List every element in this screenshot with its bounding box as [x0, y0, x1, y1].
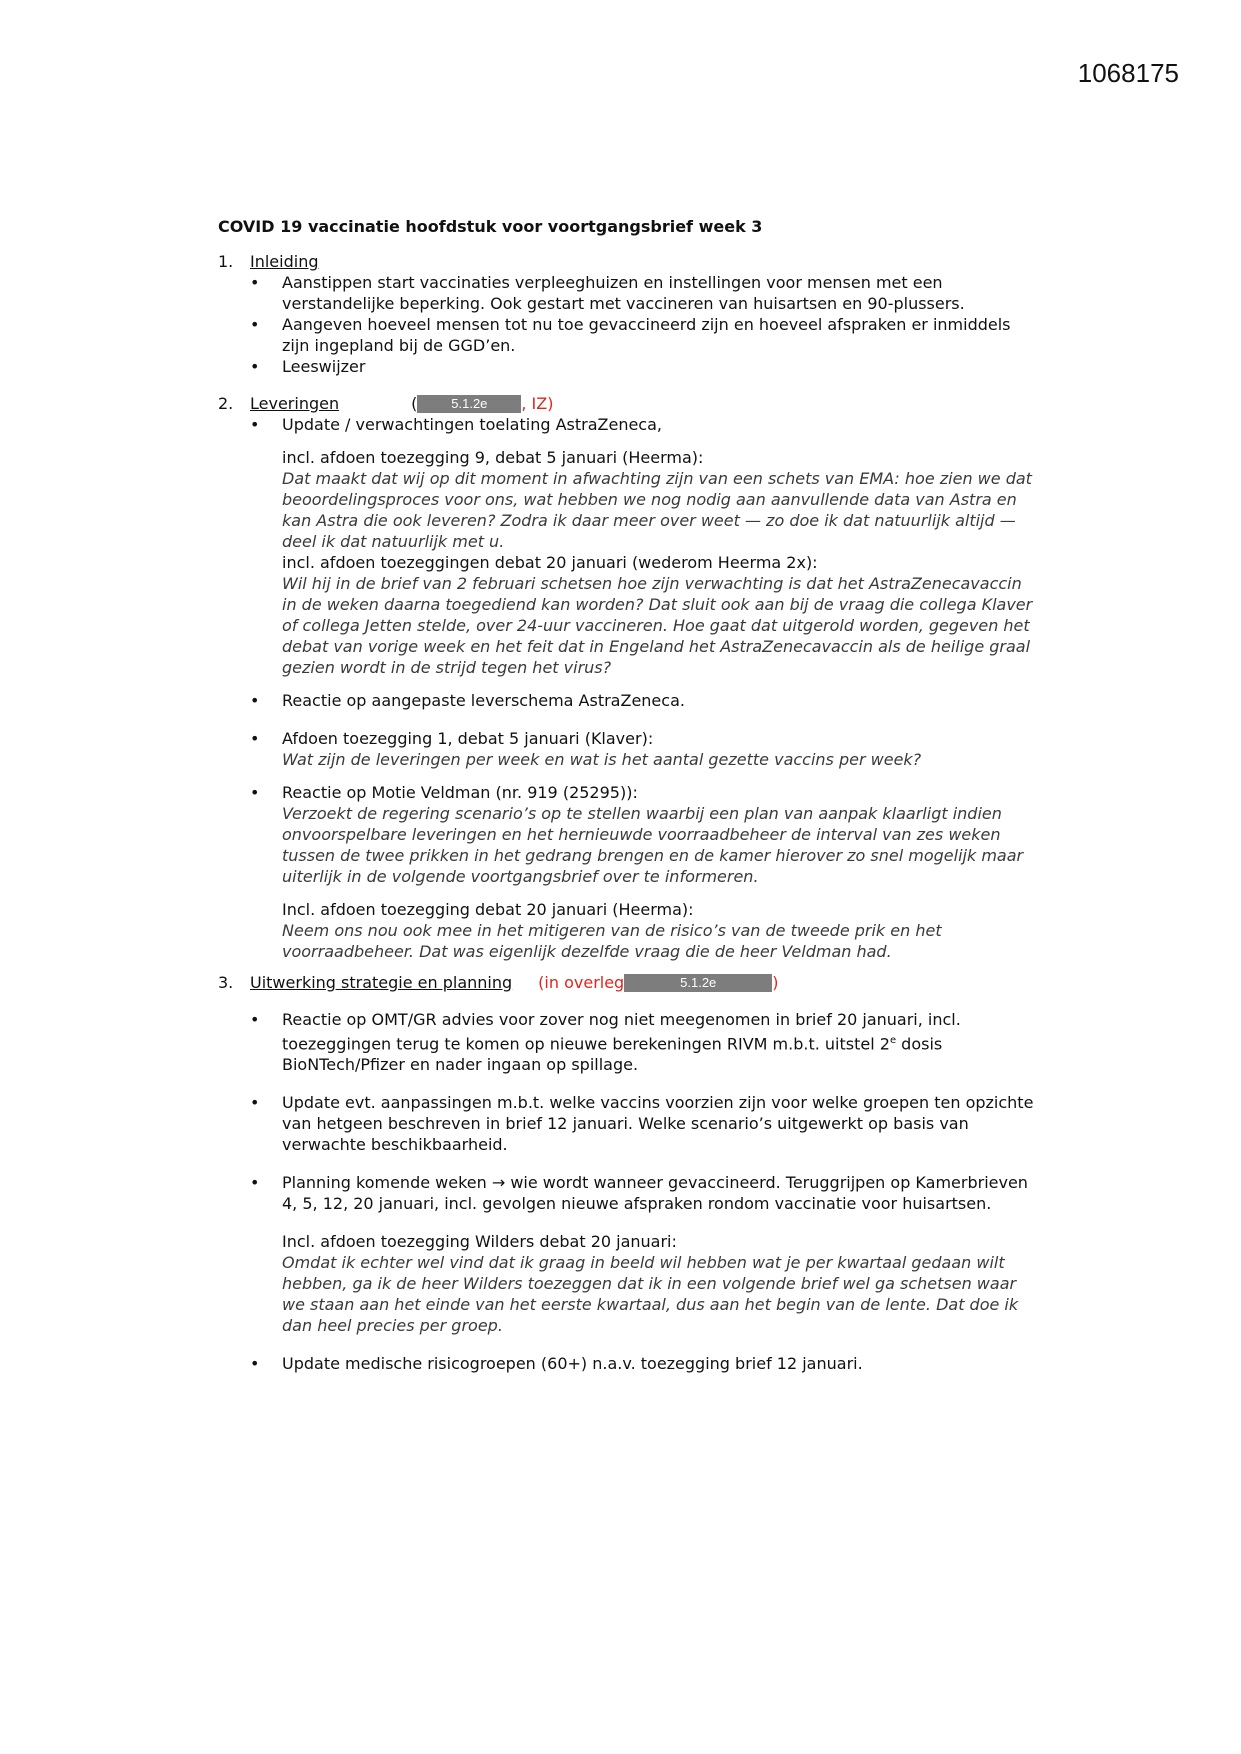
list-item	[250, 356, 1038, 377]
section-title: Leveringen	[250, 394, 340, 413]
open-paren: (	[411, 394, 418, 413]
list-item-text: Reactie op aangepaste leverschema AstraZeneca.	[282, 691, 685, 710]
bullet-icon: •	[250, 1354, 260, 1374]
section-owner-note: , IZ)	[521, 394, 554, 413]
bullet-icon: •	[250, 1093, 260, 1113]
section-inleiding	[218, 251, 1038, 377]
commitment-heading: Incl. afdoen toezegging Wilders debat 20 januari:	[282, 1232, 677, 1252]
list-item-text: Afdoen toezegging 1, debat 5 januari (Klaver):	[282, 729, 654, 748]
redaction-box: 5.1.2e	[624, 974, 772, 992]
commitment-block	[282, 1231, 1038, 1336]
bullet-icon: •	[250, 783, 260, 802]
section-number: 2.	[218, 394, 234, 413]
bullet-icon: •	[250, 415, 260, 434]
list-item	[250, 728, 1038, 770]
commitment-quote: Dat maakt dat wij op dit moment in afwachting zijn van een schets van EMA: hoe zien we dat beoordelingsproces voor ons, wat hebben we nog nodig aan aanvullende data van Astra en kan Astra die ook leveren? Zodra ik daar meer over weet — zo doe ik dat natuurlijk altijd — deel ik dat natuurlijk met u.	[282, 469, 1032, 551]
list-item	[250, 782, 1038, 962]
superscript: e	[889, 1035, 897, 1046]
commitment-heading: incl. afdoen toezegging 9, debat 5 januari (Heerma):	[282, 448, 704, 467]
list-item-text: Aanstippen start vaccinaties verpleeghuizen en instellingen voor mensen met een verstandelijke beperking. Ook gestart met vaccineren van huisartsen en 90-plussers.	[282, 273, 965, 313]
close-paren: )	[772, 973, 779, 992]
list-item-text: Update evt. aanpassingen m.b.t. welke vaccins voorzien zijn voor welke groepen ten opzichte van hetgeen beschreven in brief 12 januari. Welke scenario’s uitgewerkt op basis van verwachte beschikbaarheid.	[282, 1093, 1034, 1155]
section-number: 1.	[218, 252, 234, 271]
document-title: COVID 19 vaccinatie hoofdstuk voor voortgangsbrief week 3	[218, 217, 763, 236]
bullet-icon: •	[250, 1010, 260, 1029]
commitment-block	[282, 899, 1038, 962]
list-item-text: Leeswijzer	[282, 357, 366, 376]
bullet-icon: •	[250, 691, 260, 710]
commitment-quote: Omdat ik echter wel vind dat ik graag in beeld wil hebben wat je per kwartaal gedaan wilt hebben, ga ik de heer Wilders toezeggen dat ik in een volgende brief wel ga schetsen waar we staan aan het einde van het eerste kwartaal, dus aan het begin van de lente. Dat doe ik dan heel precies per groep.	[282, 1253, 1019, 1336]
section-title: Uitwerking strategie en planning	[250, 973, 513, 992]
redaction-box: 5.1.2e	[417, 395, 521, 413]
commitment-quote: Wat zijn de leveringen per week en wat is het aantal gezette vaccins per week?	[282, 750, 922, 769]
bullet-icon: •	[250, 729, 260, 748]
list-item-text: Update medische risicogroepen (60+) n.a.v. toezegging brief 12 januari.	[282, 1354, 863, 1374]
bullet-icon: •	[250, 315, 260, 334]
commitment-heading: incl. afdoen toezeggingen debat 20 januari (wederom Heerma 2x):	[282, 553, 818, 572]
list-item	[250, 1092, 1038, 1155]
list-item	[250, 690, 1038, 711]
list-item	[250, 1009, 1038, 1075]
list-item-text: Reactie op Motie Veldman (nr. 919 (25295)):	[282, 783, 638, 802]
list-item-text: Reactie op OMT/GR advies voor zover nog niet meegenomen in brief 20 januari, incl. toezeggingen terug te komen op nieuwe berekeningen RIVM m.b.t. uitstel 2	[282, 1010, 961, 1054]
list-item-text: dosis BioNTech/Pfizer en nader ingaan op spillage.	[282, 1034, 943, 1075]
section-title: Inleiding	[250, 252, 319, 271]
bullet-icon: •	[250, 357, 260, 376]
document-number: 1068175	[1077, 58, 1179, 88]
bullet-icon: •	[250, 273, 260, 292]
list-item-text: Aangeven hoeveel mensen tot nu toe gevaccineerd zijn en hoeveel afspraken er inmiddels zijn ingepland bij de GGD’en.	[282, 315, 1011, 355]
list-item-text: Planning komende weken → wie wordt wanneer gevaccineerd. Teruggrijpen op Kamerbrieven 4, 5, 12, 20 januari, incl. gevolgen nieuwe afspraken rondom vaccinatie voor huisartsen.	[282, 1173, 1028, 1214]
motion-quote: Verzoekt de regering scenario’s op te stellen waarbij een plan van aanpak klaarligt indien onvoorspelbare leveringen en het hernieuwde voorraadbeheer de interval van zes weken tussen de twee prikken in het gedrang brengen en de kamer hierover zo snel mogelijk maar uiterlijk in de volgende voortgangsbrief over te informeren.	[282, 804, 1024, 886]
section-strategie	[218, 972, 1038, 1374]
consultation-note: (in overleg	[538, 973, 625, 992]
commitment-quote: Wil hij in de brief van 2 februari schetsen hoe zijn verwachting is dat het AstraZenecavaccin in de weken daarna toegediend kan worden? Dat sluit ook aan bij de vraag die collega Klaver of collega Jetten stelde, over 24-uur vaccineren. Hoe gaat dat uitgerold worden, gegeven het debat van vorige week en het feit dat in Engeland het AstraZenecavaccin als de heilige graal gezien wordt in de strijd tegen het virus?	[282, 574, 1033, 677]
section-number: 3.	[218, 973, 234, 992]
list-item	[250, 1172, 1038, 1336]
commitment-block	[282, 447, 1038, 678]
section-leveringen	[218, 393, 1038, 962]
bullet-icon: •	[250, 1173, 260, 1193]
commitment-heading: Incl. afdoen toezegging debat 20 januari (Heerma):	[282, 900, 694, 919]
list-item	[250, 314, 1038, 356]
list-item	[250, 272, 1038, 314]
list-item	[250, 414, 1038, 678]
list-item	[250, 1353, 1038, 1374]
list-item-text: Update / verwachtingen toelating AstraZeneca,	[282, 415, 662, 434]
commitment-quote: Neem ons nou ook mee in het mitigeren van de risico’s van de tweede prik en het voorraadbeheer. Dat was eigenlijk dezelfde vraag die de heer Veldman had.	[282, 921, 942, 961]
document-body	[218, 216, 1038, 1374]
